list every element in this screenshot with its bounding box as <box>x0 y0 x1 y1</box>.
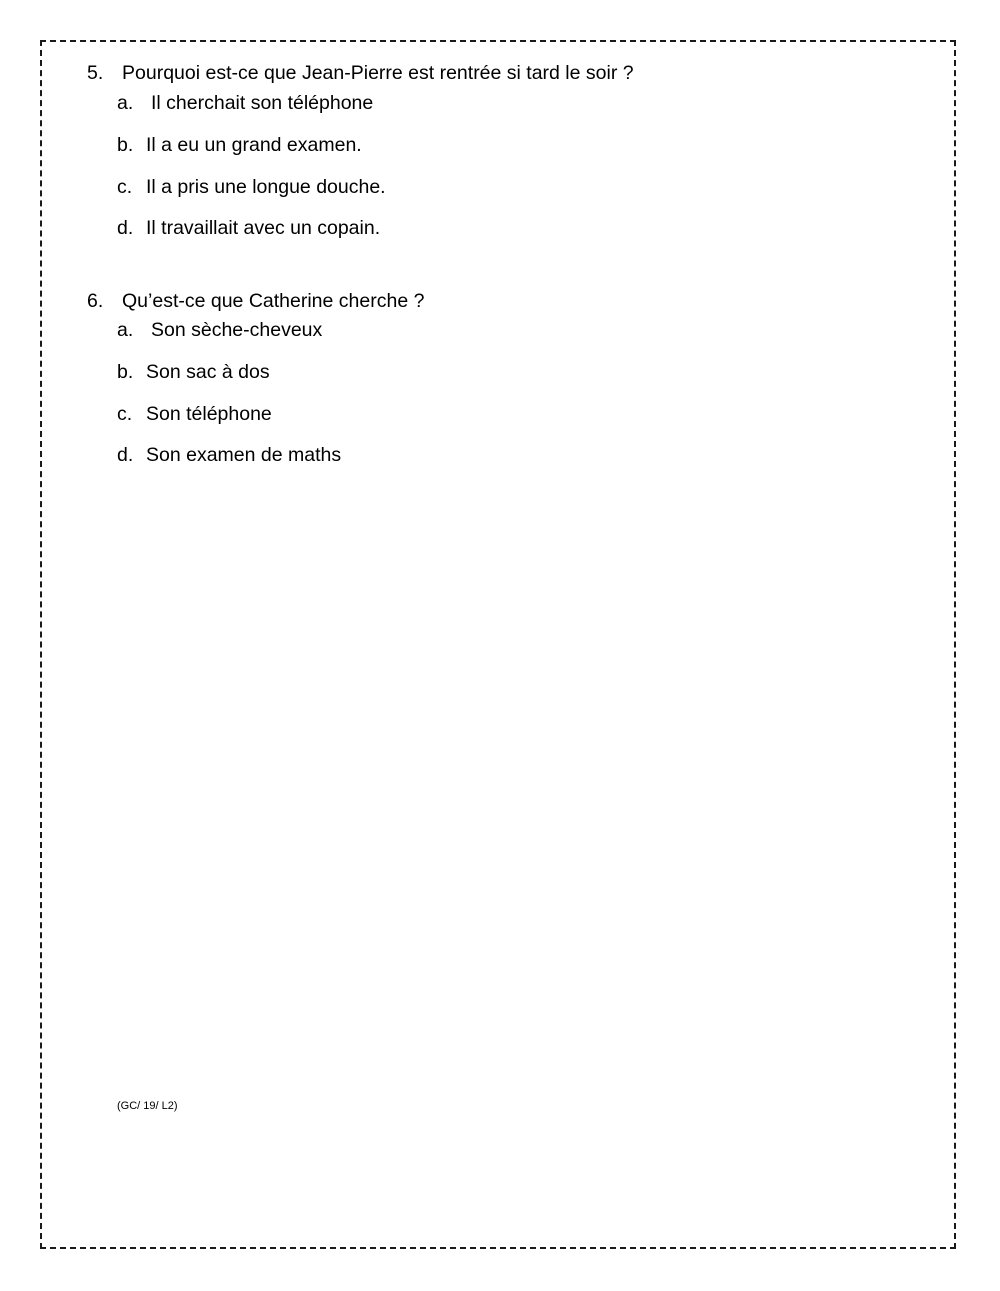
question-6 <box>87 289 424 313</box>
option-text: Il cherchait son téléphone <box>151 92 374 114</box>
question-5-option-c[interactable] <box>117 175 386 199</box>
option-letter: c. <box>117 176 133 198</box>
question-6-option-d[interactable] <box>117 443 341 467</box>
question-number: 6. <box>87 290 104 312</box>
question-5-option-d[interactable] <box>117 216 380 240</box>
option-letter: d. <box>117 444 134 466</box>
option-text: Il travaillait avec un copain. <box>146 217 381 239</box>
question-text: Qu’est-ce que Catherine cherche ? <box>122 290 425 312</box>
question-text: Pourquoi est-ce que Jean-Pierre est rentrée si tard le soir ? <box>122 62 634 84</box>
option-text: Son sac à dos <box>146 361 270 383</box>
option-letter: c. <box>117 403 133 425</box>
option-letter: a. <box>117 92 134 114</box>
question-5 <box>87 61 634 85</box>
document-code: (GC/ 19/ L2) <box>117 1100 178 1112</box>
option-text: Il a eu un grand examen. <box>146 134 362 156</box>
question-6-option-c[interactable] <box>117 402 272 426</box>
option-letter: a. <box>117 319 134 341</box>
option-text: Son examen de maths <box>146 444 342 466</box>
option-text: Son téléphone <box>146 403 272 425</box>
question-6-option-b[interactable] <box>117 360 270 384</box>
option-letter: b. <box>117 134 134 156</box>
option-letter: d. <box>117 217 134 239</box>
option-text: Son sèche-cheveux <box>151 319 323 341</box>
option-letter: b. <box>117 361 134 383</box>
question-5-option-a[interactable] <box>117 91 373 115</box>
question-5-option-b[interactable] <box>117 133 362 157</box>
question-number: 5. <box>87 62 104 84</box>
question-6-option-a[interactable] <box>117 318 322 342</box>
option-text: Il a pris une longue douche. <box>146 176 386 198</box>
